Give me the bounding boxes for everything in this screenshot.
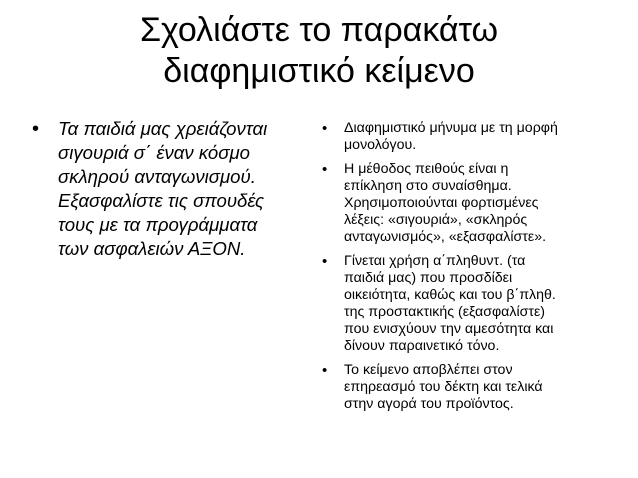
right-column [322,120,612,420]
list-item [322,362,612,413]
slide-title [60,10,578,92]
title-line: διαφημιστικό κείμενο [163,52,475,90]
text-line: Εξασφαλίστε τις σπουδές [58,190,265,211]
list-item-text [344,161,546,246]
text-line: σκληρού ανταγωνισμού. [58,166,256,187]
list-item [322,253,612,355]
text-line: επηρεασμό του δέκτη και τελικά [344,379,543,395]
text-line: Γίνεται χρήση α΄πληθυντ. (τα [344,253,526,269]
list-item-text [58,117,267,261]
list-item-text [344,362,543,413]
bullet-icon: • [322,120,328,137]
text-line: Η μέθοδος πειθούς είναι η [344,161,509,177]
text-line: τους με τα προγράμματα [58,214,258,235]
text-line: Τα παιδιά μας χρειάζονται [58,118,268,139]
text-line: μονολόγου. [344,137,417,153]
text-line: οικειότητα, καθώς και του β΄πληθ. [344,287,556,303]
left-column [32,117,300,261]
text-line: ανταγωνισμός», «εξασφαλίστε». [344,229,547,245]
list-item [32,117,300,261]
title-line: Σχολιάστε το παρακάτω [139,11,499,49]
bullet-icon: • [322,161,328,178]
text-line: παιδιά μας) που προσδίδει [344,270,513,286]
list-item [322,120,612,154]
text-line: Το κείμενο αποβλέπει στον [344,362,513,378]
text-line: Διαφημιστικό μήνυμα με τη μορφή [344,120,558,136]
text-line: δίνουν παραινετικό τόνο. [344,338,500,354]
text-line: των ασφαλειών ΑΞΟΝ. [58,238,246,259]
text-line: που ενισχύουν την αμεσότητα και [344,321,554,337]
text-line: στην αγορά του προϊόντος. [344,396,514,412]
text-line: της προστακτικής (εξασφαλίστε) [344,304,546,320]
text-line: επίκληση στο συναίσθημα. [344,178,512,194]
bullet-icon: • [322,253,328,270]
bullet-icon: • [32,118,40,140]
bullet-icon: • [322,362,328,379]
text-line: σιγουριά σ΄ έναν κόσμο [58,142,251,163]
text-line: Χρησιμοποιούνται φορτισμένες [344,195,539,211]
list-item-text [344,120,558,154]
text-line: λέξεις: «σιγουριά», «σκληρός [344,212,528,228]
list-item [322,161,612,246]
list-item-text [344,253,556,355]
